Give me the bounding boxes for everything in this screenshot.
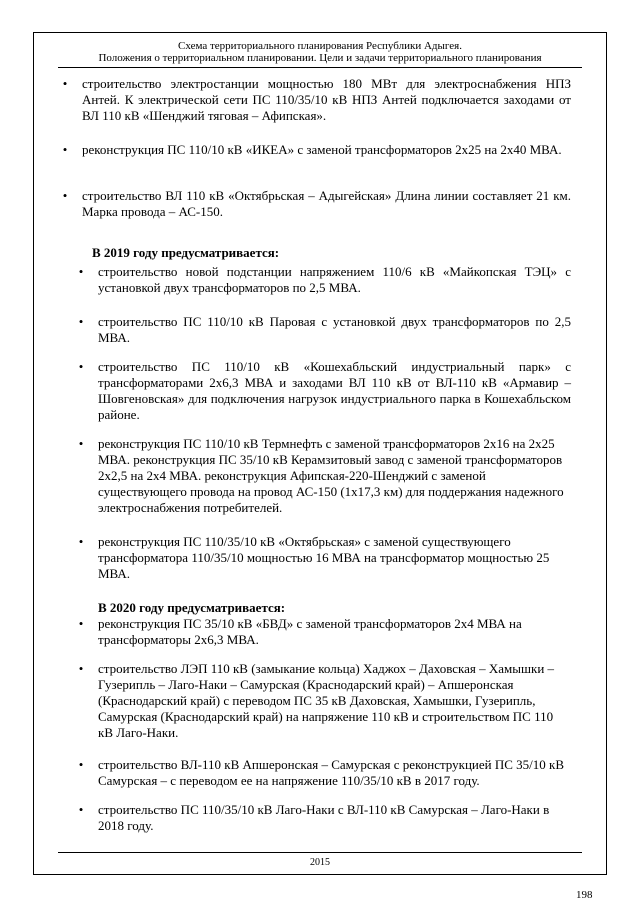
list-item-text: реконструкция ПС 110/35/10 кВ «Октябрьская» с заменой существующего трансформатора 110/35/10 мощностью 16 МВА на трансформатор мощностью 25 МВА. xyxy=(98,534,550,581)
bullet-icon: • xyxy=(62,188,68,203)
footer-rule xyxy=(58,852,582,853)
list-item xyxy=(78,359,571,423)
section-heading-2019: В 2019 году предусматривается: xyxy=(92,245,280,260)
list-item xyxy=(62,142,571,158)
bullet-icon: • xyxy=(78,661,84,676)
list-item xyxy=(78,534,571,582)
page-number: 198 xyxy=(576,889,593,901)
list-item-text: строительство ПС 110/10 кВ «Кошехабльский индустриальный парк» с трансформаторами 2х6,3 МВА и заходами ВЛ 110 кВ от ВЛ-110 кВ «Армавир – Шовгеновская» для подключения нагрузок индустриального парка в Кошехабльском районе. xyxy=(98,359,571,422)
footer-year: 2015 xyxy=(310,857,330,868)
list-item-text: строительство электростанции мощностью 180 МВт для электроснабжения НПЗ Антей. К электрической сети ПС 110/35/10 кВ НПЗ Антей подключается заходами от ВЛ 110 кВ «Шенджий тяговая – Афипская». xyxy=(82,76,571,123)
list-item-text: строительство ПС 110/35/10 кВ Лаго-Наки с ВЛ-110 кВ Самурская – Лаго-Наки в 2018 году. xyxy=(98,802,550,833)
list-item-text: строительство ВЛ 110 кВ «Октябрьская – Адыгейская» Длина линии составляет 21 км. Марка провода – АС-150. xyxy=(82,188,571,219)
list-item xyxy=(78,436,571,516)
list-item-text: строительство ВЛ-110 кВ Апшеронская – Самурская с реконструкцией ПС 35/10 кВ Самурская – с переводом ее на напряжение 110/35/10 кВ в 2017 году. xyxy=(98,757,564,788)
bullet-icon: • xyxy=(78,757,84,772)
list-item xyxy=(78,757,571,789)
header-title: Схема территориального планирования Республики Адыгея. xyxy=(178,40,462,52)
list-item-text: реконструкция ПС 110/10 кВ «ИКЕА» с заменой трансформаторов 2х25 на 2х40 МВА. xyxy=(82,142,562,157)
list-item-text: реконструкция ПС 110/10 кВ Термнефть с заменой трансформаторов 2х16 на 2х25 МВА. реконструкция ПС 35/10 кВ Керамзитовый завод с заменой трансформаторов 2х2,5 на 2х4 МВА. реконструкция Афипская-220-Шенджий с заменой существующего провода на провод АС-150 (1х17,3 км) для поддержания надежного электроснабжения потребителей. xyxy=(98,436,564,515)
bullet-icon: • xyxy=(78,436,84,451)
list-item-text: строительство новой подстанции напряжением 110/6 кВ «Майкопская ТЭЦ» с установкой двух трансформаторов по 2,5 МВА. xyxy=(98,264,571,295)
bullet-icon: • xyxy=(78,314,84,329)
list-item xyxy=(78,802,571,834)
bullet-icon: • xyxy=(78,264,84,279)
bullet-icon: • xyxy=(62,142,68,157)
list-item xyxy=(78,616,571,648)
bullet-icon: • xyxy=(78,802,84,817)
header-subtitle: Положения о территориальном планировании. Цели и задачи территориального планирования xyxy=(98,52,542,64)
list-item xyxy=(78,314,571,346)
list-item xyxy=(62,188,571,220)
bullet-icon: • xyxy=(78,616,84,631)
bullet-icon: • xyxy=(78,359,84,374)
list-item xyxy=(78,264,571,296)
list-item xyxy=(62,76,571,124)
bullet-icon: • xyxy=(62,76,68,91)
header-rule xyxy=(58,67,582,68)
list-item-text: реконструкция ПС 35/10 кВ «БВД» с заменой трансформаторов 2х4 МВА на трансформаторы 2х6,3 МВА. xyxy=(98,616,522,647)
section-heading-2020: В 2020 году предусматривается: xyxy=(98,600,286,615)
list-item xyxy=(78,661,571,741)
list-item-text: строительство ПС 110/10 кВ Паровая с установкой двух трансформаторов по 2,5 МВА. xyxy=(98,314,571,345)
bullet-icon: • xyxy=(78,534,84,549)
list-item-text: строительство ЛЭП 110 кВ (замыкание кольца) Хаджох – Даховская – Хамышки – Гузерипль – Лаго-Наки – Самурская (Краснодарский край) – Апшеронская (Краснодарский край) с переводом ПС 35 кВ Даховская, Хамышки, Гузерипль, Самурская (Краснодарский край) на напряжение 110 кВ и строительством ПС 110 кВ Лаго-Наки. xyxy=(98,661,555,740)
